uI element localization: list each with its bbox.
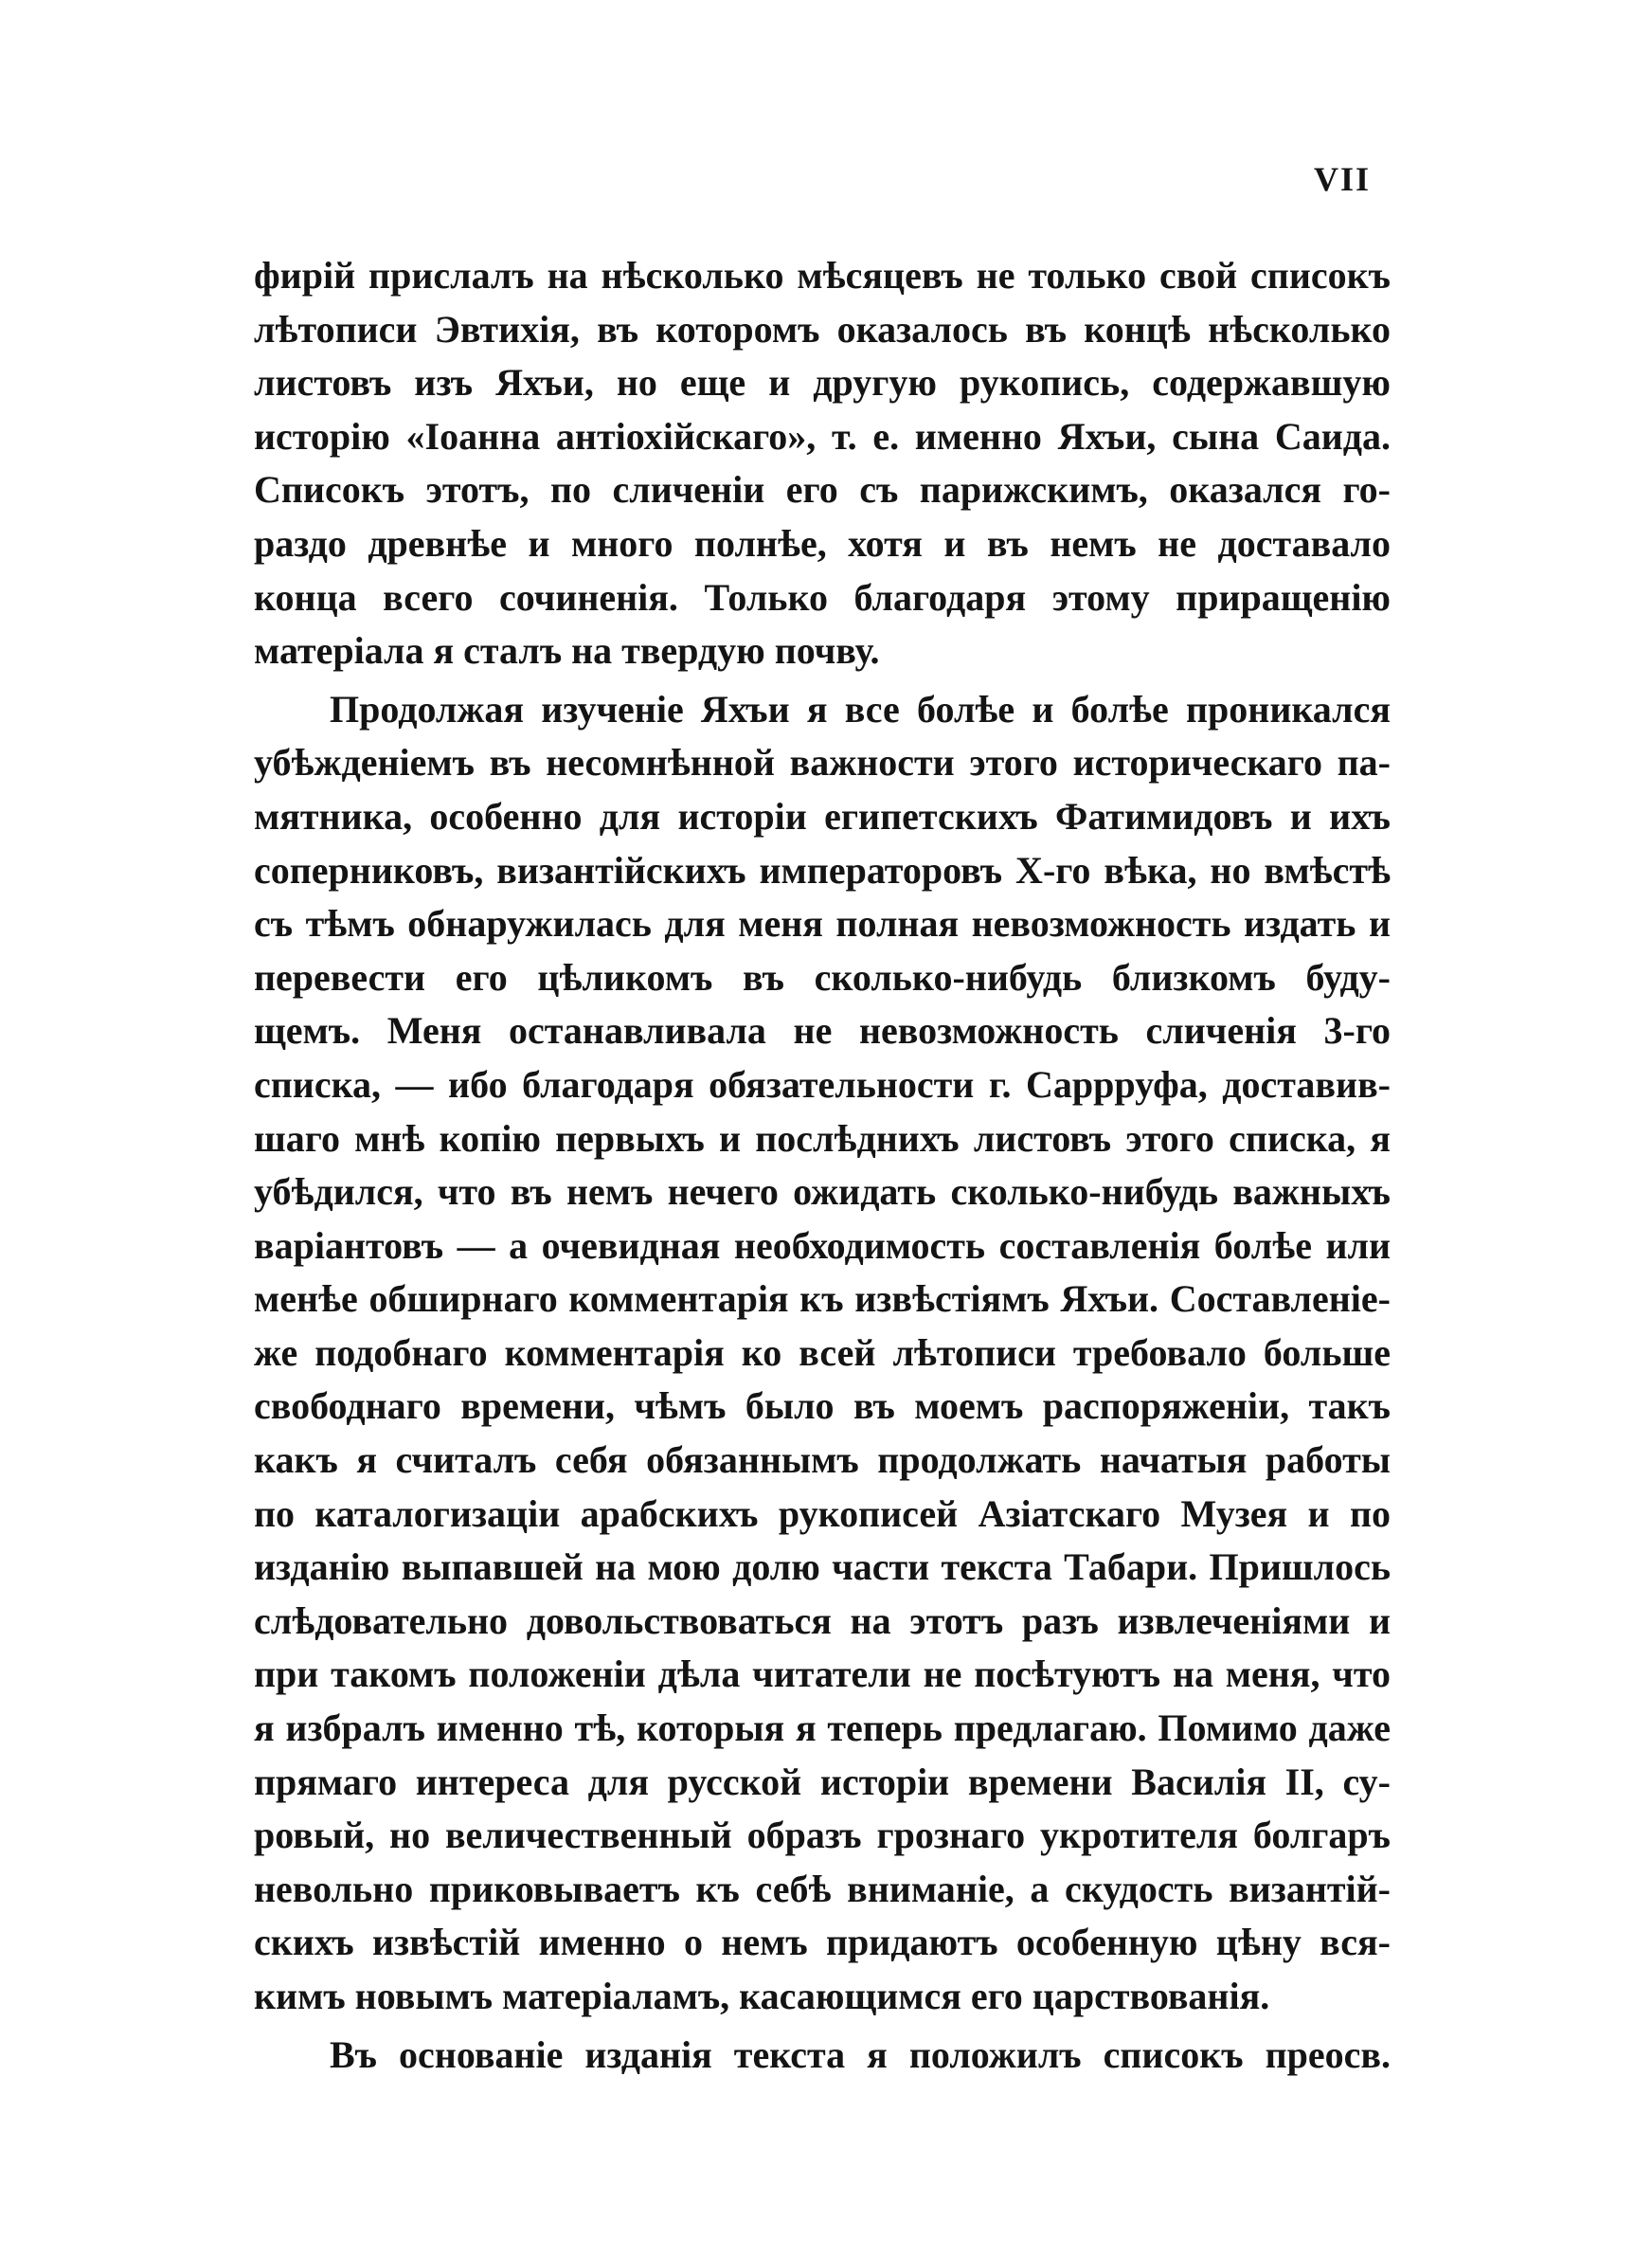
text-line: шаго мнѣ копію первыхъ и послѣднихъ листовъ этого списка, я: [254, 1116, 1391, 1160]
text-line: исторію «Іоанна антіохійскаго», т. е. именно Яхъи, сына Саида.: [254, 414, 1391, 458]
body-text: [254, 249, 1391, 2082]
text-line: убѣжденіемъ въ несомнѣнной важности этого историческаго па-: [254, 741, 1391, 785]
text-line: конца всего сочиненія. Только благодаря этому приращенію: [254, 575, 1391, 619]
text-line: Въ основаніе изданія текста я положилъ списокъ преосв.: [330, 2032, 1391, 2076]
text-line: мятника, особенно для исторіи египетскихъ Фатимидовъ и ихъ: [254, 794, 1391, 838]
text-line: раздо древнѣе и много полнѣе, хотя и въ немъ не доставало: [254, 521, 1391, 565]
text-line: свободнаго времени, чѣмъ было въ моемъ распоряженіи, такъ: [254, 1384, 1391, 1428]
text-line: какъ я считалъ себя обязаннымъ продолжать начатыя работы: [254, 1438, 1391, 1482]
page-number: VII: [1313, 160, 1371, 198]
text-line: при такомъ положеніи дѣла читатели не посѣтуютъ на меня, что: [254, 1652, 1391, 1696]
text-line: невольно приковываетъ къ себѣ вниманіе, а скудость византій-: [254, 1867, 1391, 1910]
text-line: менѣе обширнаго комментарія къ извѣстіямъ Яхъи. Составленіе-: [254, 1277, 1391, 1321]
text-line: по каталогизаціи арабскихъ рукописей Азіатскаго Музея и по: [254, 1491, 1391, 1535]
paragraph: [254, 683, 1391, 2024]
text-line: листовъ изъ Яхъи, но еще и другую рукопись, содержавшую: [254, 361, 1391, 405]
text-line: же подобнаго комментарія ко всей лѣтописи требовало больше: [254, 1330, 1391, 1374]
text-line: Продолжая изученіе Яхъи я все болѣе и болѣе проникался: [330, 687, 1391, 731]
text-line: фирій прислалъ на нѣсколько мѣсяцевъ не только свой списокъ: [254, 254, 1391, 297]
paragraph: [254, 2029, 1391, 2083]
text-line: варіантовъ — а очевидная необходимость составленія болѣе или: [254, 1223, 1391, 1267]
text-line: соперниковъ, византійскихъ императоровъ X-го вѣка, но вмѣстѣ: [254, 848, 1391, 892]
text-line: убѣдился, что въ немъ нечего ожидать сколько-нибудь важныхъ: [254, 1170, 1391, 1214]
text-line: лѣтописи Эвтихія, въ которомъ оказалось въ концѣ нѣсколько: [254, 307, 1391, 351]
text-line: матеріала я сталъ на твердую почву.: [254, 629, 880, 673]
text-line: ровый, но величественный образъ грознаго укротителя болгаръ: [254, 1814, 1391, 1857]
text-line: слѣдовательно довольствоваться на этотъ разъ извлеченіями и: [254, 1598, 1391, 1642]
paragraph: [254, 249, 1391, 678]
text-line: кимъ новымъ матеріаламъ, касающимся его царствованія.: [254, 1975, 1270, 2017]
text-line: Списокъ этотъ, по сличеніи его съ парижскимъ, оказался го-: [254, 468, 1391, 512]
text-line: скихъ извѣстій именно о немъ придаютъ особенную цѣну вся-: [254, 1921, 1391, 1964]
text-line: перевести его цѣликомъ въ сколько-нибудь близкомъ буду-: [254, 955, 1391, 999]
text-line: я избралъ именно тѣ, которыя я теперь предлагаю. Помимо даже: [254, 1706, 1391, 1750]
text-line: щемъ. Меня останавливала не невозможность сличенія 3-го: [254, 1009, 1391, 1053]
text-line: прямаго интереса для русской исторіи времени Василія II, су-: [254, 1760, 1391, 1803]
text-line: списка, — ибо благодаря обязательности г. Саррруфа, доставив-: [254, 1062, 1391, 1106]
text-line: изданію выпавшей на мою долю части текста Табари. Пришлось: [254, 1545, 1391, 1589]
text-line: съ тѣмъ обнаружилась для меня полная невозможность издать и: [254, 902, 1391, 946]
